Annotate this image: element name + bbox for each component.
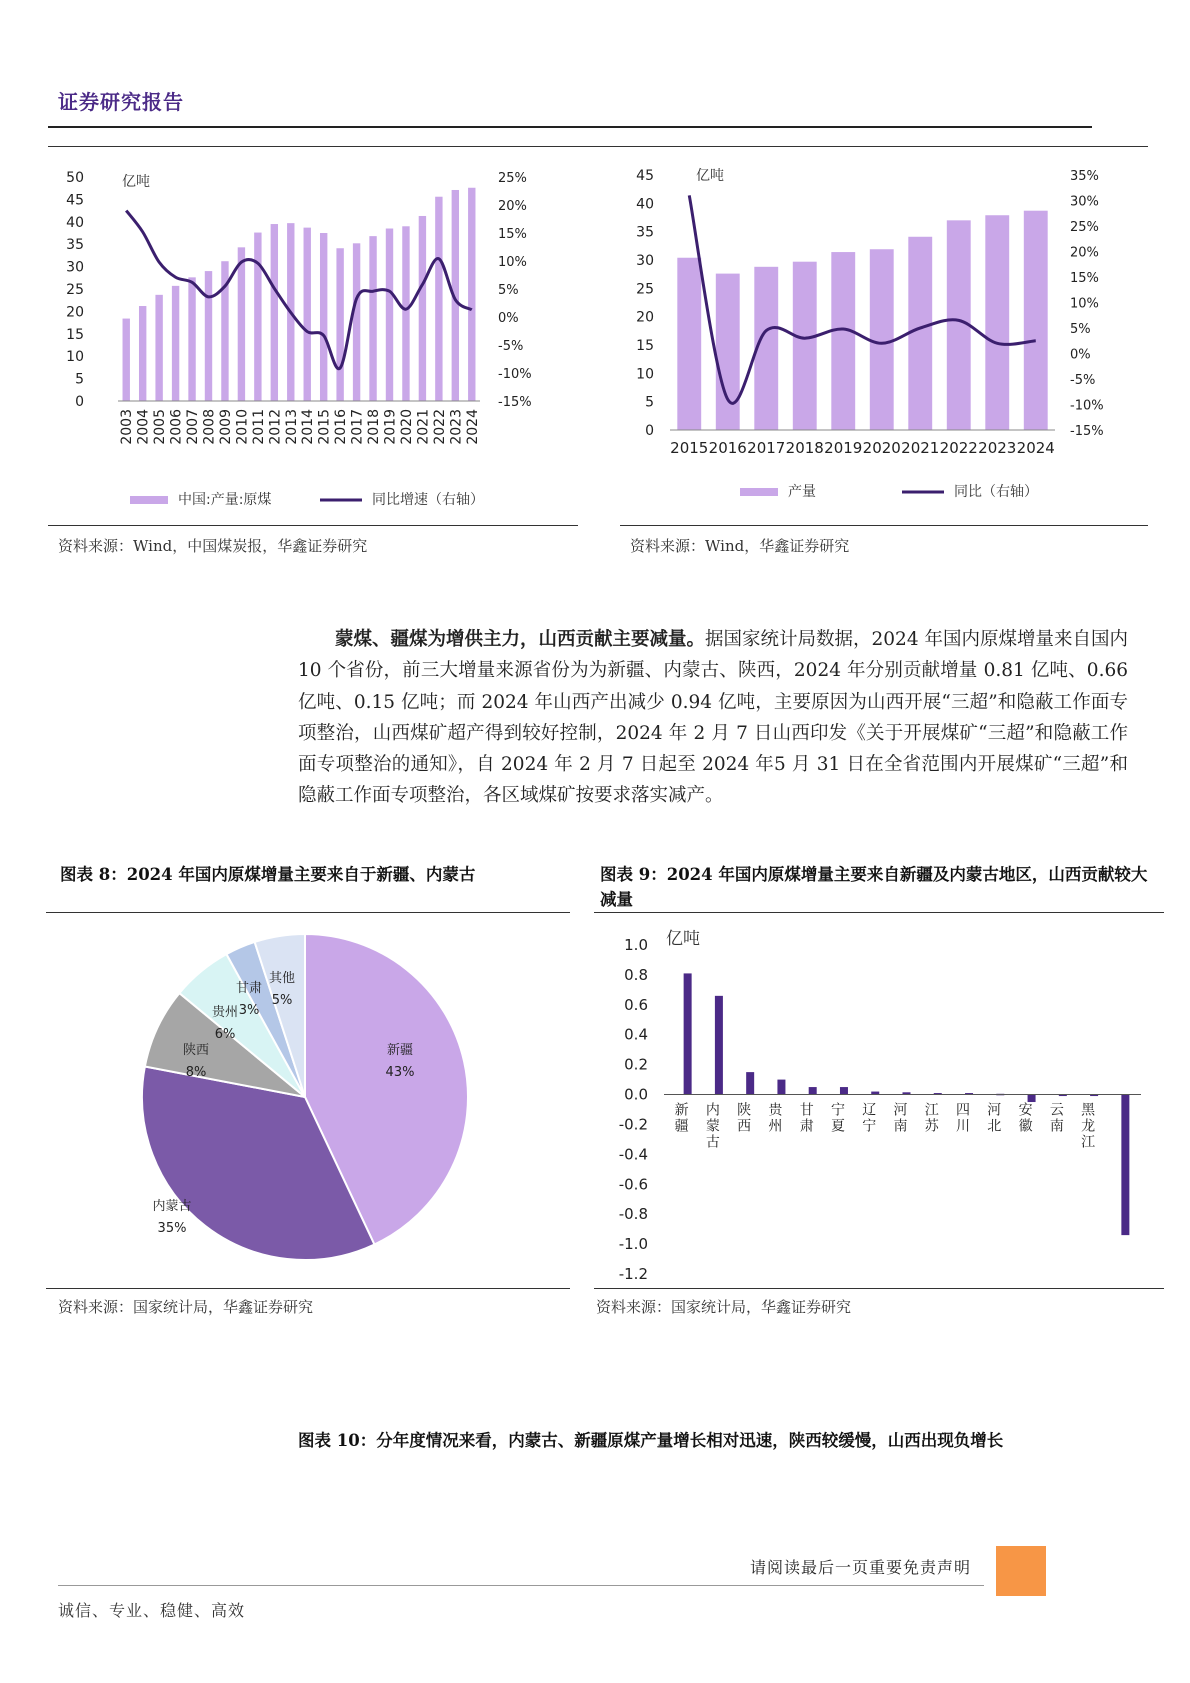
chart2-growth-line	[689, 195, 1036, 403]
chart1-unit-label: 亿吨	[122, 174, 150, 190]
fig9-source: 资料来源：国家统计局，华鑫证券研究	[596, 1298, 852, 1316]
footer-disclaimer: 请阅读最后一页重要免责声明	[750, 1558, 972, 1577]
chart1-ytick-label: 25	[66, 282, 84, 298]
chart1-bottom-rule	[48, 525, 578, 526]
fig8-top-rule	[46, 912, 570, 913]
chart1-xtick-label: 2003	[119, 409, 136, 445]
fig9-xtick-label: 甘肃	[799, 1102, 814, 1135]
chart1-xtick-label: 2014	[300, 409, 317, 445]
chart2-y2tick-label: 20%	[1070, 245, 1099, 261]
chart2-xtick-label: 2015	[670, 439, 709, 457]
header-rule-thin	[48, 146, 1148, 147]
chart2-unit-label: 亿吨	[696, 168, 724, 184]
chart2-y2tick-label: 5%	[1070, 322, 1091, 337]
chart1-xtick-label: 2012	[267, 409, 284, 445]
pie-slice-pct: 3%	[238, 1003, 260, 1018]
fig9-caption: 图表 9：2024 年国内原煤增量主要来自新疆及内蒙古地区，山西贡献较大减量	[600, 865, 1148, 909]
chart2-xtick-label: 2022	[939, 439, 978, 457]
chart1-xtick-label: 2021	[415, 409, 432, 445]
chart2-xtick-label: 2023	[978, 439, 1017, 457]
chart1-bar	[369, 236, 376, 401]
fig9-bar	[777, 1080, 785, 1095]
footer-orange-block	[996, 1546, 1046, 1596]
chart-coal-output-2003-2024	[50, 160, 590, 515]
chart1-y2tick-label: 25%	[498, 171, 527, 186]
chart2-xtick-label: 2016	[708, 439, 747, 457]
chart2-xtick-label: 2018	[785, 439, 824, 457]
report-header-title: 证券研究报告	[58, 90, 184, 114]
pie-slice-label: 其他	[268, 971, 296, 986]
bar-chart-province-increment	[596, 920, 1160, 1280]
fig9-ytick-label: 0.0	[624, 1085, 648, 1104]
chart1-y2tick-label: -10%	[498, 367, 532, 382]
chart2-legend-line-label: 同比（右轴）	[954, 484, 1038, 500]
chart1-xtick-label: 2010	[234, 409, 251, 445]
pie-slice-pct: 43%	[385, 1065, 415, 1080]
fig9-xtick-label: 云南	[1049, 1102, 1064, 1135]
chart2-bar	[1024, 211, 1048, 430]
chart2-ytick-label: 5	[645, 394, 654, 411]
chart1-xtick-label: 2006	[168, 409, 185, 445]
chart1-ytick-label: 40	[66, 214, 84, 231]
paragraph-lead: 蒙煤、疆煤为增供主力，山西贡献主要减量。	[335, 629, 706, 650]
chart2-bar	[870, 249, 894, 430]
chart2-bar	[908, 237, 932, 430]
chart1-ytick-label: 45	[66, 192, 84, 209]
chart2-xtick-label: 2019	[824, 439, 863, 457]
fig9-ytick-label: 0.6	[624, 995, 648, 1014]
pie-slice-pct: 35%	[157, 1221, 187, 1236]
chart2-ytick-label: 30	[636, 253, 654, 269]
fig9-xtick-label: 河北	[987, 1102, 1002, 1135]
chart1-y2tick-label: 15%	[498, 227, 527, 242]
chart2-y2tick-label: 0%	[1070, 347, 1091, 363]
chart2-ytick-label: 45	[636, 168, 654, 184]
chart1-xtick-label: 2023	[448, 409, 465, 445]
pie-slice-label: 甘肃	[235, 981, 263, 996]
pie-slice-pct: 5%	[271, 993, 293, 1008]
chart1-y2tick-label: 20%	[498, 199, 527, 214]
chart1-xtick-label: 2004	[135, 409, 152, 445]
pie-slice-label: 贵州	[211, 1005, 239, 1020]
chart1-y2tick-label: 5%	[498, 283, 519, 298]
chart1-y2tick-label: 0%	[498, 311, 519, 326]
chart2-ytick-label: 10	[636, 366, 654, 383]
chart1-bar	[271, 224, 278, 401]
fig9-ytick-label: -1.0	[618, 1235, 648, 1254]
chart1-bar	[139, 306, 146, 401]
fig9-bar	[1028, 1095, 1036, 1102]
chart2-y2tick-label: -15%	[1070, 424, 1104, 439]
fig9-bar	[684, 973, 692, 1094]
chart1-bar	[304, 228, 311, 401]
chart1-bar	[386, 229, 393, 401]
chart1-y2tick-label: -15%	[498, 395, 532, 410]
chart1-bar	[468, 188, 475, 401]
chart1-bar	[402, 226, 409, 401]
chart1-xtick-label: 2020	[398, 409, 415, 445]
chart1-xtick-label: 2019	[382, 409, 399, 445]
chart1-y2tick-label: 10%	[498, 255, 527, 270]
fig8-bottom-rule	[46, 1288, 570, 1289]
chart1-xtick-label: 2009	[217, 409, 234, 445]
chart2-legend-bar-label: 产量	[788, 484, 816, 500]
chart2-y2tick-label: 35%	[1070, 169, 1099, 184]
fig9-ytick-label: -1.2	[618, 1265, 648, 1280]
chart2-y2tick-label: -5%	[1070, 373, 1096, 388]
chart2-y2tick-label: 15%	[1070, 271, 1099, 286]
chart2-ytick-label: 35	[636, 224, 654, 241]
chart2-xtick-label: 2024	[1016, 439, 1055, 457]
fig9-top-rule	[594, 912, 1164, 913]
pie-slice-pct: 8%	[185, 1065, 207, 1080]
chart1-bar	[320, 233, 327, 401]
fig9-ytick-label: 0.4	[624, 1025, 648, 1044]
pie-slice-label: 陕西	[182, 1043, 210, 1058]
chart2-xtick-label: 2020	[862, 439, 901, 457]
paragraph-body: 据国家统计局数据，2024 年国内原煤增量来自国内 10 个省份，前三大增量来源省份为为新疆、内蒙古、陕西，2024 年分别贡献增量 0.81 亿吨、0.66 亿吨、0.15 亿吨；而 2024 年山西产出减少 0.94 亿吨，主要原因为山西开展“三超”和隐蔽工作面专项整治，山西煤矿超产得到较好控制，2024 年 2 月 7 日山西印发《关于开展煤矿“三超”和隐蔽工作面专项整治的通知》，自 2024 年 2 月 7 日起至 2024 年5 月 31 日在全省范围内开展煤矿“三超”和隐蔽工作面专项整治，各区域煤矿按要求落实减产。	[298, 629, 1128, 807]
fig9-bar	[840, 1087, 848, 1094]
chart1-xtick-label: 2017	[349, 409, 366, 445]
chart1-ytick-label: 5	[75, 371, 84, 388]
chart2-bottom-rule	[620, 525, 1148, 526]
footer-motto: 诚信、专业、稳健、高效	[58, 1601, 246, 1620]
chart1-source: 资料来源：Wind，中国煤炭报，华鑫证券研究	[58, 537, 368, 555]
fig9-xtick-label: 宁夏	[830, 1102, 845, 1135]
pie-slice-label: 内蒙古	[152, 1199, 192, 1214]
chart1-bar	[172, 286, 179, 401]
fig9-ytick-label: 0.2	[624, 1055, 648, 1074]
chart1-bar	[238, 247, 245, 401]
fig9-bar	[715, 996, 723, 1095]
chart1-bar	[419, 216, 426, 401]
chart1-xtick-label: 2016	[333, 409, 350, 445]
chart1-ytick-label: 35	[66, 237, 84, 254]
header-rule	[48, 126, 1092, 128]
footer-rule	[58, 1585, 984, 1586]
chart1-xtick-label: 2013	[283, 409, 300, 445]
chart2-bar	[716, 274, 740, 430]
fig9-xtick-label: 河南	[893, 1102, 908, 1135]
chart2-y2tick-label: 30%	[1070, 194, 1099, 210]
fig9-xtick-label: 江苏	[924, 1102, 939, 1135]
chart2-bar	[793, 262, 817, 430]
chart-coal-output-2015-2024	[620, 160, 1120, 510]
fig9-ytick-label: -0.4	[618, 1145, 648, 1164]
chart1-xtick-label: 2022	[431, 409, 448, 445]
chart1-xtick-label: 2011	[250, 409, 267, 445]
chart1-ytick-label: 10	[66, 349, 84, 366]
fig9-bar	[1121, 1095, 1129, 1236]
fig9-xtick-label: 四川	[956, 1102, 971, 1135]
chart2-source: 资料来源：Wind，华鑫证券研究	[630, 537, 850, 555]
chart2-xtick-label: 2021	[901, 439, 940, 457]
chart1-xtick-label: 2024	[464, 409, 481, 445]
fig8-caption: 图表 8：2024 年国内原煤增量主要来自于新疆、内蒙古	[60, 865, 476, 884]
fig9-ytick-label: -0.2	[618, 1115, 648, 1134]
chart2-bar	[677, 258, 701, 430]
fig9-xtick-label: 陕西	[737, 1102, 752, 1135]
chart2-y2tick-label: 10%	[1070, 296, 1099, 312]
chart2-bar	[985, 215, 1009, 430]
chart1-bar	[254, 233, 261, 401]
fig9-xtick-label: 黑龙江	[1081, 1102, 1096, 1151]
chart1-bar	[205, 271, 212, 401]
fig9-ytick-label: 1.0	[624, 936, 648, 954]
fig9-unit-label: 亿吨	[666, 929, 700, 949]
chart1-ytick-label: 30	[66, 259, 84, 276]
chart1-xtick-label: 2018	[366, 409, 383, 445]
fig9-ytick-label: -0.8	[618, 1205, 648, 1224]
chart1-xtick-label: 2005	[152, 409, 169, 445]
chart1-legend-bar-swatch	[130, 496, 168, 504]
chart1-ytick-label: 50	[66, 170, 84, 186]
fig9-xtick-label: 内蒙古	[705, 1102, 720, 1151]
fig9-xtick-label: 新疆	[674, 1102, 689, 1135]
chart1-legend-line-label: 同比增速（右轴）	[372, 492, 484, 508]
fig9-xtick-label: 安徽	[1018, 1102, 1033, 1135]
pie-slice-pct: 6%	[214, 1027, 236, 1042]
chart1-bar	[155, 295, 162, 401]
chart1-bar	[353, 243, 360, 401]
chart2-y2tick-label: 25%	[1070, 220, 1099, 235]
pie-chart-province-share	[50, 920, 580, 1275]
fig9-ytick-label: 0.8	[624, 965, 648, 984]
chart2-legend-bar-swatch	[740, 488, 778, 496]
fig9-bar	[809, 1087, 817, 1094]
chart1-bar	[123, 319, 130, 401]
chart1-legend-bar-label: 中国:产量:原煤	[178, 492, 272, 508]
chart1-bar	[336, 248, 343, 401]
pie-slice-label: 新疆	[386, 1043, 414, 1058]
chart2-xtick-label: 2017	[747, 439, 786, 457]
chart2-ytick-label: 25	[636, 281, 654, 298]
fig10-caption: 图表 10：分年度情况来看，内蒙古、新疆原煤产量增长相对迅速，陕西较缓慢，山西出现负增长	[298, 1431, 1004, 1450]
chart2-ytick-label: 20	[636, 309, 654, 326]
chart1-ytick-label: 20	[66, 304, 84, 321]
body-paragraph	[298, 624, 1128, 812]
fig9-bar	[746, 1072, 754, 1094]
chart2-ytick-label: 0	[645, 423, 654, 439]
chart1-y2tick-label: -5%	[498, 339, 524, 354]
fig9-xtick-label: 辽宁	[862, 1102, 877, 1135]
chart2-ytick-label: 15	[636, 338, 654, 354]
chart2-y2tick-label: -10%	[1070, 398, 1104, 414]
chart1-bar	[188, 277, 195, 401]
fig8-source: 资料来源：国家统计局，华鑫证券研究	[58, 1298, 314, 1316]
fig9-ytick-label: -0.6	[618, 1175, 648, 1194]
chart2-bar	[831, 252, 855, 430]
fig9-bottom-rule	[594, 1288, 1164, 1289]
chart1-ytick-label: 0	[75, 394, 84, 410]
chart1-xtick-label: 2008	[201, 409, 218, 445]
chart1-xtick-label: 2007	[185, 409, 202, 445]
chart1-ytick-label: 15	[66, 326, 84, 343]
chart1-bar	[435, 197, 442, 401]
chart2-ytick-label: 40	[636, 196, 654, 213]
fig9-xtick-label: 贵州	[768, 1102, 783, 1135]
chart1-xtick-label: 2015	[316, 409, 333, 445]
